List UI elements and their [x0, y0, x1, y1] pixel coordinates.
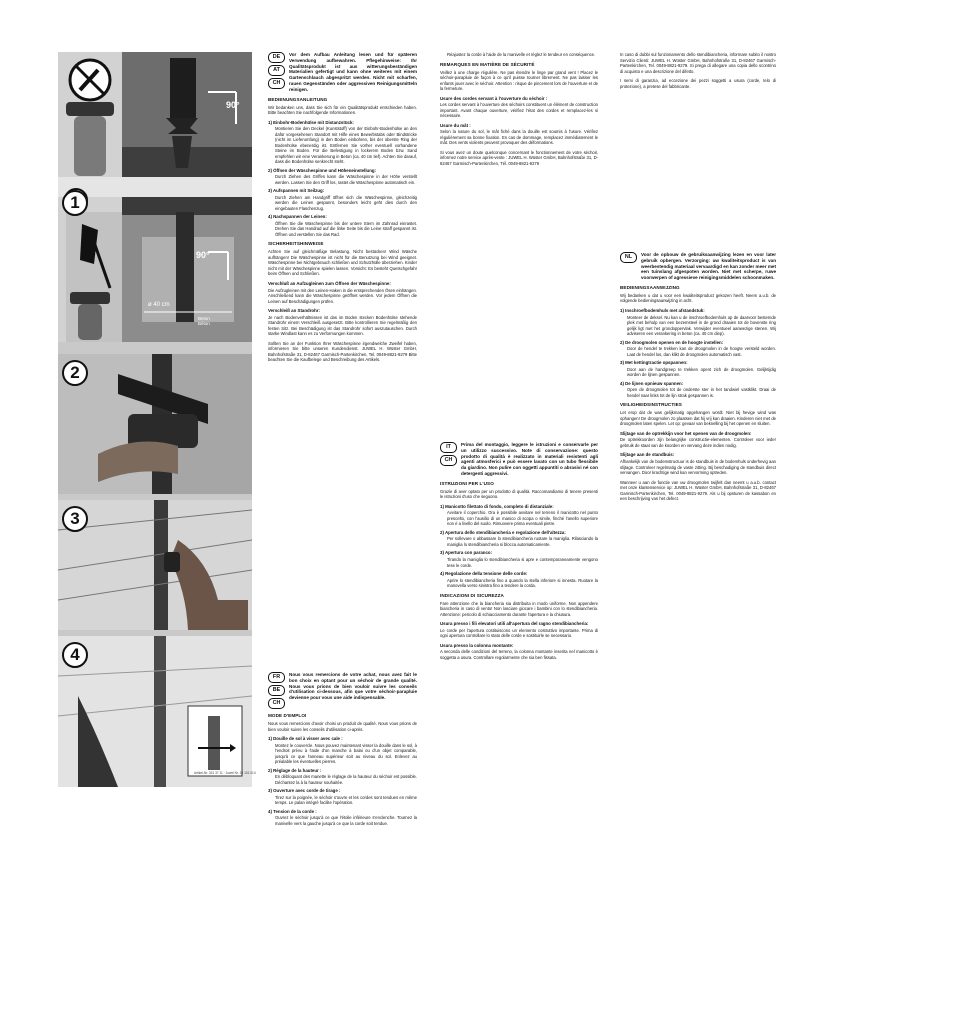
german-step-title: 4) Nachspannen der Leinen:: [268, 214, 327, 220]
language-flags: [440, 442, 457, 466]
french-section-header: [268, 672, 417, 709]
italian-warranty: I semi di garanzia, ad eccezione dei pezzi soggetti a usura (corde, telo di protezione), a pretese del fabbricante.: [620, 78, 776, 89]
italian-contact: In caso di dubbi sul funzionamento dello stendibiancheria, informare subito il nostro Servizio Clienti: JUWEL H. Wüster GmbH, Bahnhofstraße 31, D-82467 Garmisch-Partenkirchen, Tel. 0049-8821-9279. Si prega di allegare una copia dello scontrino di acquisto e una descrizione del difetto.: [620, 52, 776, 74]
language-badge: IT: [440, 442, 457, 453]
italian-intro: Prima del montaggio, leggere le istruzioni e conservarle per un utilizzo successivo. Note di conservazione: questo prodotto di qualità è realizzato in materiali resistenti agli agenti atmosferici e può essere lavato con un tubo flessibile da giardino. Non pulire con oggetti appuntiti o abrasivi né con detergenti aggressivi.: [461, 442, 598, 476]
angle-label: 90°: [196, 250, 210, 260]
german-intro: Vor dem Aufbau Anleitung lesen und für späteren Verwendung aufbewahren. Pflegehinweise: Ihr Qualitätsprodukt ist aus witterungsbeständigen Materialien gefertigt und kann ohne weiteres mit einem Gartenschlauch abgespritzt werden. Nicht mit scharfen, rauen Gegenständen oder aggressiven Reinigungsmitteln reinigen.: [289, 52, 417, 92]
step-number-badge: 2: [62, 360, 88, 386]
dutch-mast-text: Afhankelijk van de bodemstructuur is de standbuis in de bodemhuls onderhevig aan slijtage. Controleer regelmatig de vaste zitting. Bij beschadiging de standbuis direct vervangen. Door krachtige wind kan vervorming optreden.: [620, 459, 776, 476]
italian-section: [440, 442, 598, 664]
french-step-title: 4) Tension de la corde :: [268, 808, 317, 814]
step-number-badge: 3: [62, 506, 88, 532]
italian-mast-text: A seconda delle condizioni del terreno, la colonna montante inserita nel manicotto è soggetta a usura. Controllare regolarmente che sia ben fissata.: [440, 649, 598, 660]
dutch-wear-text: De optrekkoorden zijn belangrijke constructie-elementen. Controleer voor ieder gebruik de staat van de koorden en vervang deze indien nodig.: [620, 437, 776, 448]
language-flags: [620, 252, 637, 263]
language-badge: CH: [268, 698, 285, 709]
dutch-lead: Wij bedanken u dat u voor een kwaliteitsproduct gekozen heeft. Neem a.u.b. de volgende bedieningsaanwijzing in acht.: [620, 292, 776, 304]
german-safety-text: Achten Sie auf gleichmäßige Belastung. Nicht bestücken! Wind Wäsche aufhängen! Die Wäschespinne ist nicht für die Benutzung bei Wind geeignet. Wäschespinne bei Nichtgebrauch schließen und Schutzhülle überziehen. Kinder nicht mit der Wäschespinne spielen lassen. Vorsicht: Es besteht Quetschgefahr beim Öffnen und Schließen.: [268, 249, 417, 277]
french-heading: MODE D'EMPLOI: [268, 713, 307, 718]
french-intro: Nous vous remercions de votre achat, nous avez fait le bon choix en optant pour un séchoir de grande qualité. Nous vous prions de bien vouloir suivre les conseils d'utilisation ci-dessous, afin que votre séchoir-parapluie devienne pour vous une aide indispensable.: [289, 672, 417, 701]
german-lead: Wir bedanken uns, dass Sie sich für ein Qualitätsprodukt entschieden haben. Bitte beachten Sie nachfolgende Informationen.: [268, 104, 417, 116]
angle-label: 90°: [226, 100, 240, 110]
dutch-heading: BEDIENINGSAANWIJZING: [620, 284, 680, 290]
german-step-title: 1) Einbohr-Bodenhülse mit Distanzstück:: [268, 119, 354, 125]
dutch-step-title: 4) De lijnen opnieuw spannen:: [620, 380, 684, 386]
italian-step-text: Avvitare il coperchio. Ora è possibile avvitare nel terreno il manicotto nel punto prescelto, con l'ausilio di un manico di scopa o simile, finché l'anello superiore non è a livello del suolo. Rimuovere prima eventuali pietre.: [447, 510, 598, 527]
french-wear-text: Les cordes servant à l'ouverture des séchoirs constituent un élément de construction important. Avant chaque ouverture, vérifiez l'état des cordes et remplacez-les si nécessaire.: [440, 102, 598, 119]
french-safety-text: Veillez à une charge régulière. Ne pas étendre le linge par grand vent ! Placez le séchoir-parapluie de façon à ce qu'il puisse tourner librement. Ne pas laisser les enfants jouer avec le séchoir. Attention : risque de pincement lors de l'ouverture et de la fermeture.: [440, 69, 598, 91]
italian-step-text: Tirando la maniglia lo stendibiancheria si apre e contemporaneamente vengono tese le corde.: [447, 557, 598, 568]
language-flags: [268, 672, 285, 709]
french-lead: Nous vous remercions d'avoir choisi un produit de qualité. Nous vous prions de bien vouloir suivre les conseils d'utilisation ci-après.: [268, 721, 417, 732]
french-step-text: En débloquant des manette le réglage de la hauteur du séchoir est possible. Déchantez la à la hauteur souhaitée.: [275, 774, 417, 785]
german-heading: BEDIENUNGSANLEITUNG: [268, 96, 328, 102]
italian-step-text: Aprire lo stendibiancheria fino a quando la stella inferiore si innesta. Ruotare la manovella verso sinistra fino a tendere la corda.: [447, 577, 598, 589]
step-number-badge: 1: [62, 190, 88, 216]
dutch-step-title: 1) Inschroefbodemhuls met afstandstuk:: [620, 307, 705, 313]
dutch-wear-title: Slijtage van de optrekkijn voor het openen van de droogmolen:: [620, 430, 752, 436]
french-step-text: Tirez sur la poignée, le séchoir s'ouvre et les cordes sont tendues en même temps. Le palan intégré facilite l'opération.: [275, 794, 417, 806]
italian-step-title: 4) Regolazione della tensione delle corde:: [440, 571, 528, 577]
dutch-mast-title: Slijtage aan de standbuis:: [620, 452, 675, 458]
language-badge: CH: [268, 78, 285, 89]
german-standrohr-title: Verschleiß an Standrohr:: [268, 308, 320, 314]
italian-heading: ISTRUZIONI PER L'USO: [440, 480, 494, 486]
italian-safety-heading: INDICAZIONI DI SICUREZZA: [440, 592, 504, 598]
italian-step-title: 3) Apertura con paranco:: [440, 550, 493, 556]
german-standrohr-text: Je nach Bodenverhältnissen ist das im Boden stecken Bodenhülse stehende Standrohr einem Verschleiß ausgesetzt. Bitte kontrollieren Sie regelmäßig den festen Sitz. Bei Beschädigung ist das Standrohr sofort auszutauschen. Durch starke Windlast kann es zu Verformungen kommen.: [268, 314, 417, 337]
german-step-text: Öffnen Sie die Wäschespinne bis der untere Stern im Zahnrad einrastet. Drehen Sie das Handrad auf die linke Seite bis die Leine straff gespannt ist. Öffnen und verstellen Sie das Rad.: [275, 220, 417, 237]
language-flags: [268, 52, 285, 89]
step-number-badge: 4: [62, 642, 88, 668]
german-step-text: Durch Ziehen des Griffes kann die Wäschespinne in der Höhe verstellt werden. Lassen Sie den Griff los, rastet die Wäschespinne automatisch ein.: [275, 174, 417, 185]
column-italian-dutch: [620, 52, 776, 502]
dutch-step-text: Open de droogmolen tot de onderste ster in het tandwiel vastklikt. Draai de hendel naar links tot de lijn strak gespannen is.: [627, 387, 776, 398]
language-badge: AT: [268, 65, 285, 76]
language-badge: BE: [268, 685, 285, 696]
italian-mast-title: Usura presso la colonna montante:: [440, 642, 514, 648]
dutch-section: [620, 252, 776, 506]
italian-step-title: 1) Manicotto filettato di fondo, completo di distanziale:: [440, 503, 554, 509]
german-step-title: 2) Öffnen der Wäschespinne und Höheneinstellung:: [268, 167, 377, 173]
german-safety-heading: SICHERHEITSHINWEISE: [268, 241, 324, 247]
dutch-section-header: [620, 252, 776, 281]
french-mast-text: Selon la nature du sol, le mât fiché dans la douille est soumis à l'usure. Vérifiez régulièrement sa bonne fixation. En cas de dommage, remplacez immédiatement le mât. Des vents violents peuvent provoquer des déformations.: [440, 129, 598, 146]
depth-label: ø 40 cm: [148, 302, 170, 308]
concrete-label: Beton Béton: [198, 316, 210, 326]
german-step-text: Montieren Sie den Deckel (Kunststoff) von der Einbohr-Bodenhülse an den dafür vorgesehenen Standort mit Hilfe eines Bewerbstabs oder Bindstricke (nicht im Lieferumfang) in den Boden einbohren, bis der oberste Ring der Bodenhülse ebenerdig ist. Entfernen Sie vorher eventuell vorhandene Steine im Boden. Für die Befestigung in lockerem Boden bzw. Sand empfehlen wir eine Verankerung in Beton (ca. 40 cm tief). Achten Sie darauf, dass die Bodenhülse senkrecht steht.: [275, 126, 417, 165]
italian-step-text: Per sollevare o abbassare lo stendibiancheria ruotare la maniglia. Rilasciando la maniglia lo stendibiancheria si blocca automaticamente.: [447, 536, 598, 547]
italian-step-title: 2) Apertura dello stendibiancheria e regolazione dell'altezza:: [440, 529, 566, 535]
italian-section-header: [440, 442, 598, 477]
figure-panel-4: [58, 636, 252, 787]
language-badge: CH: [440, 455, 457, 466]
figure-panel-1: [58, 52, 252, 342]
italian-safety-text: Fare attenzione che la biancheria sia distribuita in modo uniforme. Non appendere biancheria in caso di vento! Non lasciare giocare i bambini con lo stendibiancheria. Attenzione: pericolo di schiacciamento durante l'apertura e la chiusura.: [440, 600, 598, 617]
dutch-safety-text: Let erop dat de was gelijkmatig opgehangen wordt. Niet bij hevige wind was ophangen! De droogmolen zo plaatsen dat hij vrij kan draaien. Kinderen niet met de droogmolen laten spelen. Let op: gevaar van beknelling bij het openen en sluiten.: [620, 410, 776, 427]
french-step-text: Ouvrez le séchoir jusqu'à ce que l'étoile inférieure s'enclenche. Tournez la manivelle vers la gauche jusqu'à ce que la corde soit tendue.: [275, 815, 417, 826]
figure-panel-2: [58, 354, 252, 494]
german-contact: Sollten Sie an der Funktion Ihrer Wäschespinne irgendwelche Zweifel haben, informieren Sie bitte unseren Kundendienst. JUWEL H. Wüster GmbH, Bahnhofstraße 31, D-82467 Garmisch-Partenkirchen, Tel. 0049-8821-9279 Bitte beachten Sie die Kaufbelege und Beschreibung des Artikels.: [268, 340, 417, 363]
installation-illustration: [58, 52, 252, 342]
dutch-step-text: Door de hendel te trekken kan de droogmolen in de hoogte versteld worden. Laat de hendel los, dan klikt de droogmolen automatisch vast.: [627, 346, 776, 357]
italian-wear-text: Le corde per l'apertura costituiscono un elemento costruttivo importante. Prima di ogni apertura controllare lo stato delle corde e sostituirle se necessario.: [440, 627, 598, 639]
german-section-header: [268, 52, 417, 93]
german-wear-title: Verschluß an Aufzugleinen zum Öffnen der Wäschespinne:: [268, 280, 391, 286]
french-step-continued: Réajustez la corde à l'aide de la manivelle et réglez le tendeur en conséquence.: [447, 52, 596, 57]
german-step-text: Durch Ziehen am Handgriff öffnet sich die Wäschespinne, gleichzeitig werden die Leinen gespannt, besonders leicht geht dies durch den eingebauten Flaschenzug.: [275, 194, 417, 211]
figure-panel-3: [58, 500, 252, 630]
french-mast-title: Usure du mât :: [440, 122, 471, 128]
italian-wear-title: Usura presso i fili elevatori utili all'apertura del ragno stendibiancheria:: [440, 621, 589, 627]
french-step-text: Montez le couvercle. Nous pouvez maintenant visser la douille dans le sol, à l'endroit prévu à l'aide d'un manche à balai ou d'un objet comparable, jusqu'à ce que l'anneau supérieur soit au niveau du sol. Enlevez au préalable les éventuelles pierres.: [275, 742, 417, 765]
column-french-italian: [440, 52, 598, 660]
italian-lead: Grazie di aver optato per un prodotto di qualità. Raccomandiamo di tenere presenti le istruzioni d'uso che seguono.: [440, 488, 598, 500]
dutch-step-title: 3) Met kettingtractie opspannen:: [620, 360, 688, 366]
illustration-column: [58, 52, 252, 787]
article-number-caption: Artikel-Nr. 331 37 11 · Juwel Nr. 30 101 014: [194, 771, 256, 775]
french-contact: Si vous avez un doute quelconque concernant le fonctionnement de votre séchoir, informez notre service après-vente : JUWEL H. Wüster GmbH, Bahnhofstraße 31, D-82467 Garmisch-Partenkirchen, Tél. 0049-8821-9279: [440, 149, 598, 166]
column-german-french: [268, 52, 417, 826]
french-step-title: 2) Réglage de la hauteur :: [268, 767, 322, 773]
dutch-step-title: 2) De droogmolen openen en de hoogte instellen:: [620, 339, 724, 345]
language-badge: FR: [268, 672, 285, 683]
french-safety-heading: REMARQUES EN MATIÈRE DE SÉCURITÉ: [440, 61, 535, 67]
dutch-safety-heading: VEILIGHEIDSINSTRUCTIES: [620, 402, 682, 408]
french-step-title: 1) Douille de sol à visser avec cale :: [268, 736, 343, 741]
french-section: [268, 672, 417, 829]
dutch-step-text: Door aan de handgreep te trekken opent zich de droogmolen. Gelijktijdig worden de lijnen gespannen.: [627, 366, 776, 378]
french-wear-title: Usure des cordes servant à l'ouverture du séchoir :: [440, 95, 548, 101]
dutch-contact: Wanneer u aan de functie van uw droogmolen twijfelt dan neemt u a.u.b. contact met onze klantenservice op: JUWEL H. Wüster GmbH, Bahnhofstraße 31, D-82467 Garmisch-Partenkirchen, Tel. 0049-8821-9279. Als u bij opsturen de kassabon en een beschrijving van het defect.: [620, 479, 776, 502]
language-badge: DE: [268, 52, 285, 63]
language-badge: NL: [620, 252, 637, 263]
german-step-title: 3) Aufspannen mit Seilzug:: [268, 188, 325, 194]
dutch-intro: Voor de opbouw de gebruiksaanwijzing lezen en voor later gebruik opbergen. Verzorging: uw kwaliteitsproduct is van weerbestendig materiaal vervaardigd en kan zonder meer met een tuinslang afgespoten worden. Niet met scherpe, ruwe voorwerpen of agressieve reinigingsmiddelen schoonmaken.: [641, 252, 776, 281]
dutch-step-text: Monteer de deksel. Nu kan u de inschroefbodemhuls op de daarvoor bestemde plek met behulp van een bezemsteel in de grond draaien tot de bovenste ring gelijk ligt met het grondoppervlak. Verwijder eventueel aanwezige stenen. Wij adviseren een verankering in beton (ca. 40 cm diep).: [627, 314, 776, 337]
german-wear-text: Die Aufzugleinen mit den Leinen-Haken in die entsprechenden Ösen einhängen. Anschließend kann die Wäschespinne geöffnet werden. Vor jedem Öffnen die Leinen auf Beschädigungen prüfen.: [268, 287, 417, 304]
french-step-title: 3) Ouverture avec corde de tirage :: [268, 788, 341, 794]
